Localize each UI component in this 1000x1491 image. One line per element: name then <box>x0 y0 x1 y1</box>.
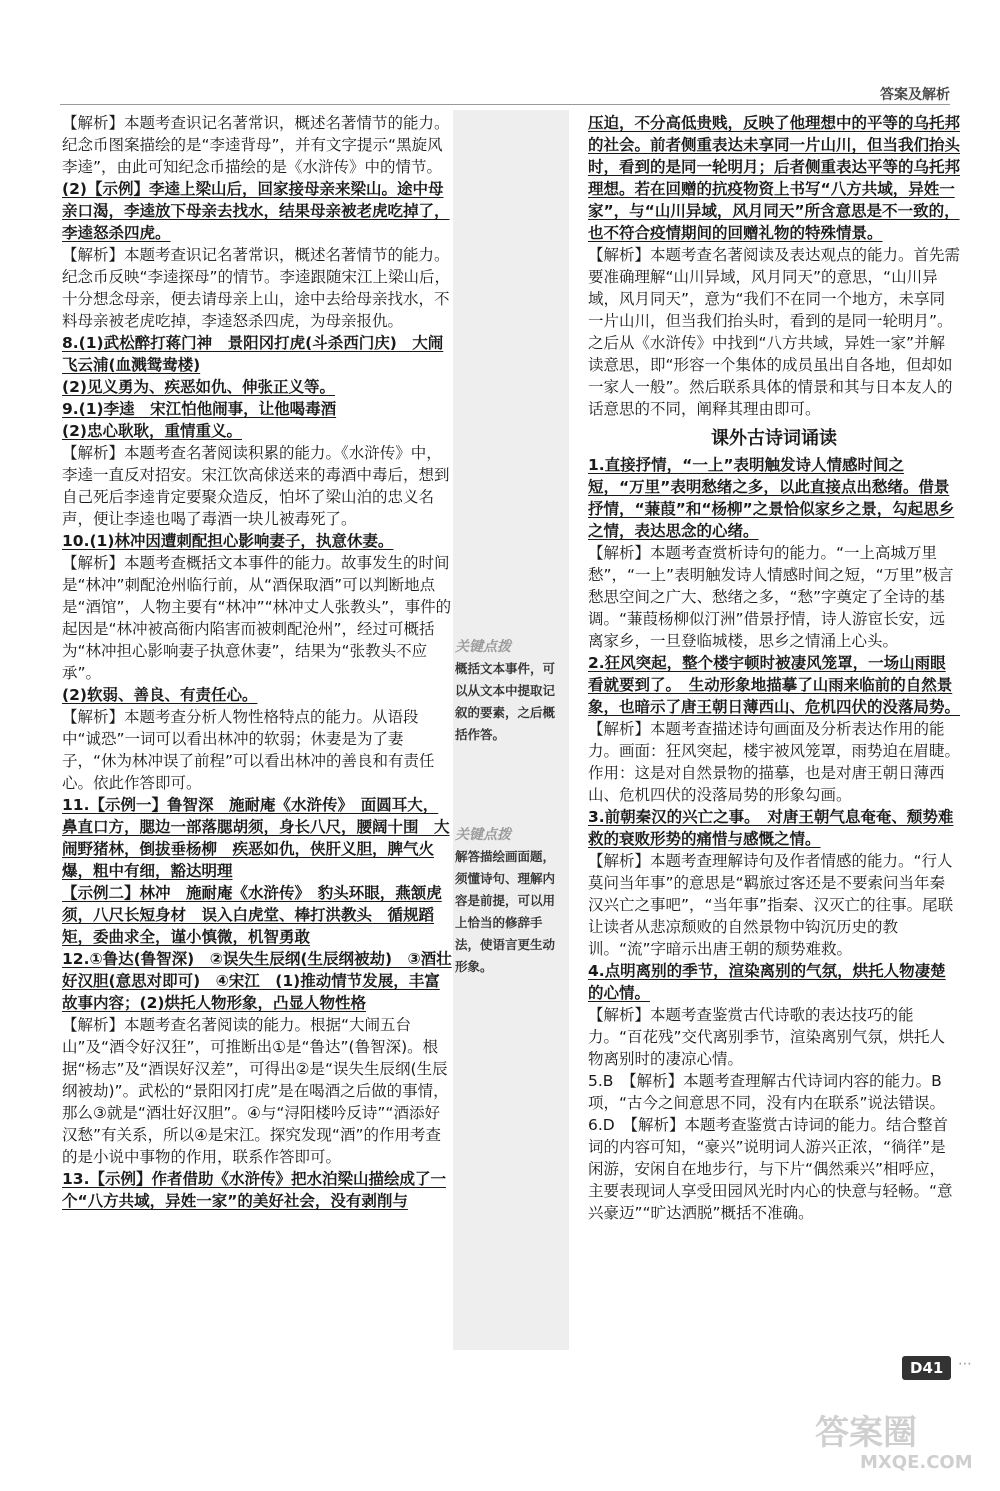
page-number-dots: ⋯ <box>958 1356 973 1372</box>
paragraph: 【解析】本题考查识记名著常识，概述名著情节的能力。纪念币反映“李逵探母”的情节。李逵跟随宋江上梁山后，十分想念母亲，便去请母亲上山，途中去给母亲找水，不料母亲被老虎吃掉，李逵怒杀四虎，为母亲报仇。 <box>62 246 451 330</box>
section-title: 课外古诗词诵读 <box>711 428 837 449</box>
paragraph: 【解析】本题考查名著阅读积累的能力。《水浒传》中，李逵一直反对招安。宋江饮高俅送来的毒酒中毒后，想到自己死后李逵肯定要聚众造反，怕坏了梁山泊的忠义名声，便让李逵也喝了毒酒一块儿被毒死了。 <box>62 444 450 528</box>
page-number: D41 <box>902 1356 951 1380</box>
answer-13: 13.【示例】作者借助《水浒传》把水泊梁山描绘成了一个“八方共域，异姓一家”的美好社会，没有剥削与 <box>62 1170 446 1210</box>
watermark-url: MXQE.COM <box>860 1452 973 1473</box>
key-tip-text: 概括文本事件，可以从文本中提取记叙的要素，之后概括作答。 <box>455 661 556 742</box>
answer-2: 2.狂风突起，整个楼宇顿时被凄风笼罩，一场山雨眼看就要到了。 生动形象地描摹了山雨来临前的自然景象，也暗示了唐王朝日薄西山、危机四伏的没落局势。 <box>588 654 961 716</box>
paragraph: 【解析】本题考查鉴赏古代诗歌的表达技巧的能力。“百花残”交代离别季节，渲染离别气氛，烘托人物离别时的凄凉心情。 <box>588 1006 946 1068</box>
key-tip-text: 解答描绘画面题，须懂诗句、理解内容是前提，可以用上恰当的修辞手法，使语言更生动形象。 <box>455 849 556 974</box>
paragraph: 【解析】本题考查识记名著常识，概述名著情节的能力。纪念币图案描绘的是“李逵背母”，并有文字提示“黑旋风李逵”，由此可知纪念币描绘的是《水浒传》中的情节。 <box>62 114 450 176</box>
paragraph: 【解析】本题考查概括文本事件的能力。故事发生的时间是“林冲”刺配沧州临行前，从“酒保取酒”可以判断地点是“酒馆”，人物主要有“林冲”“林冲丈人张教头”，事件的起因是“林冲被高衙内陷害而被刺配沧州”，经过可概括为“林冲担心影响妻子执意休妻”，结果为“张教头不应承”。 <box>62 554 452 682</box>
answer-10: 10.(1)林冲因遭刺配担心影响妻子，执意休妻。 <box>62 532 394 550</box>
paragraph: 【解析】本题考查描述诗句画面及分析表达作用的能力。画面：狂风突起，楼宇被风笼罩，雨势迫在眉睫。作用：这是对自然景物的描摹，也是对唐王朝日薄西山、危机四伏的没落局势的形象勾画。 <box>588 720 961 804</box>
header-title: 答案及解析 <box>880 87 950 103</box>
paragraph: 【解析】本题考查名著阅读及表达观点的能力。首先需要准确理解“山川异域，风月同天”的意思，“山川异域，风月同天”，意为“我们不在同一个地方，未享同一片山川，但当我们抬头时，看到的是同一轮明月”。之后从《水浒传》中找到“八方共域，异姓一家”并解读意思，即“形容一个集体的成员虽出自各地，但却如一家人一般”。然后联系具体的情景和其与日本友人的话意思的不同，阐释其理由即可。 <box>588 246 961 418</box>
paragraph: (2)见义勇为、疾恶如仇、伸张正义等。 <box>62 378 335 396</box>
paragraph: 压迫，不分高低贵贱，反映了他理想中的平等的乌托邦的社会。前者侧重表达未享同一片山川，但当我们抬头时，看到的是同一轮明月；后者侧重表达平等的乌托邦理想。若在回赠的抗疫物资上书写“八方共域，异姓一家”，与“山川异域，风月同天”所含意思是不一致的，也不符合疫情期间的回赠礼物的特殊情景。 <box>588 114 961 242</box>
paragraph: 【解析】本题考查赏析诗句的能力。“一上高城万里愁”，“一上”表明触发诗人情感时间之短，“万里”极言愁思空间之广大、愁绪之多，“愁”字奠定了全诗的基调。“蒹葭杨柳似汀洲”借景抒情，诗人游宦长安，远离家乡，一旦登临城楼，思乡之情涌上心头。 <box>588 544 954 650</box>
answer-9: 9.(1)李逵 宋江怕他闹事，让他喝毒酒 <box>62 400 337 418</box>
watermark-logo: 答案圈 <box>815 1413 917 1453</box>
key-tip-title: 关键点拨 <box>455 827 511 843</box>
answer-8: 8.(1)武松醉打蒋门神 景阳冈打虎(斗杀西门庆) 大闹飞云浦(血溅鸳鸯楼) <box>62 334 444 374</box>
paragraph: (2)忠心耿耿，重情重义。 <box>62 422 242 440</box>
key-tip-note <box>455 824 565 978</box>
left-column <box>62 112 452 1212</box>
answer-1: 1.直接抒情，“一上”表明触发诗人情感时间之短，“万里”表明愁绪之多，以此直接点出愁绪。借景抒情，“蒹葭”和“杨柳”之景恰似家乡之景，勾起思乡之情，表达思念的心绪。 <box>588 456 955 540</box>
answer-12: 12.①鲁达(鲁智深) ②误失生辰纲(生辰纲被劫) ③酒壮好汉胆(意思对即可) ④宋江 (1)推动情节发展，丰富故事内容；(2)烘托人物形象，凸显人物性格 <box>62 950 452 1012</box>
key-tip-title: 关键点拨 <box>455 639 511 655</box>
answer-11: 11.【示例一】鲁智深 施耐庵《水浒传》 面圆耳大，鼻直口方，腮边一部落腮胡须，身长八尺，腰阔十围 大闹野猪林，倒拔垂杨柳 疾恶如仇，侠肝义胆，脾气火爆，粗中有细，豁达明理 <box>62 796 450 880</box>
paragraph: (2)【示例】李逵上梁山后，回家接母亲来梁山。途中母亲口渴，李逵放下母亲去找水，结果母亲被老虎吃掉了，李逵怒杀四虎。 <box>62 180 450 242</box>
answer-4: 4.点明离别的季节，渲染离别的气氛，烘托人物凄楚的心情。 <box>588 962 946 1002</box>
paragraph: 【示例二】林冲 施耐庵《水浒传》 豹头环眼，燕颔虎须，八尺长短身材 误入白虎堂、棒打洪教头 循规蹈矩，委曲求全，谨小慎微，机智勇敢 <box>62 884 442 946</box>
paragraph: 【解析】本题考查理解诗句及作者情感的能力。“行人莫问当年事”的意思是“羁旅过客还是不要索问当年秦汉兴亡之事吧”，“当年事”指秦、汉灭亡的往事。尾联让读者从悲凉颓败的自然景物中钩沉历史的教训。“流”字暗示出唐王朝的颓势难救。 <box>588 852 954 958</box>
paragraph: (2)软弱、善良、有责任心。 <box>62 686 258 704</box>
answer-3: 3.前朝秦汉的兴亡之事。 对唐王朝气息奄奄、颓势难救的衰败形势的痛惜与感慨之情。 <box>588 808 954 848</box>
paragraph: 【解析】本题考查分析人物性格特点的能力。从语段中“诚恐”一词可以看出林冲的软弱；休妻是为了妻子，“休为林冲误了前程”可以看出林冲的善良和有责任心。依此作答即可。 <box>62 708 435 792</box>
right-column <box>588 112 960 1224</box>
header-rule <box>60 104 950 105</box>
key-tip-note <box>455 636 565 746</box>
paragraph: 【解析】本题考查名著阅读的能力。根据“大闹五台山”及“酒令好汉狂”，可推断出①是“鲁达”(鲁智深)。根据“杨志”及“酒误好汉差”，可得出②是“误失生辰纲(生辰纲被劫)”。武松的“景阳冈打虎”是在喝酒之后做的事情，那么③就是“酒壮好汉胆”。④与“浔阳楼吟反诗”“酒添好汉愁”有关系，所以④是宋江。探究发现“酒”的作用考查的是小说中事物的作用，联系作答即可。 <box>62 1016 449 1166</box>
answer-6: 6.D 【解析】本题考查鉴赏古诗词的能力。结合整首词的内容可知，“豪兴”说明词人游兴正浓，“徜徉”是闲游，安闲自在地步行，与下片“偶然乘兴”相呼应，主要表现词人享受田园风光时内心的快意与轻畅。“意兴豪迈”“旷达洒脱”概括不准确。 <box>588 1116 953 1222</box>
answer-5: 5.B 【解析】本题考查理解古代诗词内容的能力。B项，“古今之间意思不同，没有内在联系”说法错误。 <box>588 1072 946 1112</box>
